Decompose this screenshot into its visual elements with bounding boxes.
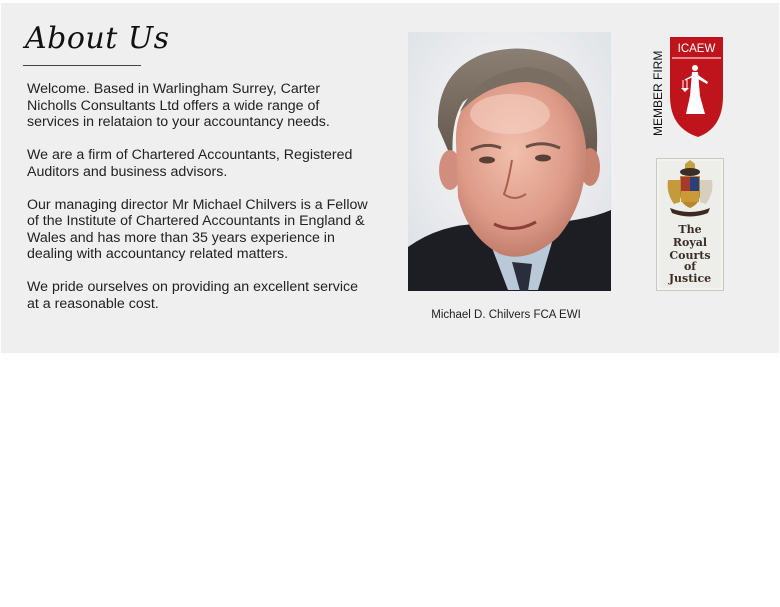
court-line-5: Justice: [668, 272, 712, 285]
paragraph-firm: We are a firm of Chartered Accountants, Registered Auditors and business advisors.: [27, 147, 353, 180]
court-line-2: Royal: [672, 236, 708, 249]
court-line-1: The: [678, 223, 702, 236]
page-title: About Us: [25, 21, 170, 56]
court-line-4: of: [683, 260, 697, 273]
royal-courts-sign: [656, 158, 724, 291]
court-line-3: Courts: [669, 249, 711, 262]
paragraph-welcome: Welcome. Based in Warlingham Surrey, Carter Nicholls Consultants Ltd offers a wide range of services in relataion to your accountancy needs.: [27, 81, 330, 130]
director-photo: [408, 32, 611, 291]
icaew-member-badge: [653, 36, 725, 138]
about-panel: [1, 3, 779, 353]
about-body: [27, 81, 372, 329]
icaew-label: ICAEW: [677, 43, 716, 55]
title-underline: [23, 65, 141, 66]
photo-caption: Michael D. Chilvers FCA EWI: [431, 309, 581, 321]
member-firm-label: MEMBER FIRM: [651, 50, 665, 136]
paragraph-service: We pride ourselves on providing an excellent service at a reasonable cost.: [27, 279, 358, 312]
paragraph-director: Our managing director Mr Michael Chilvers is a Fellow of the Institute of Chartered Accountants in England & Wales and has more than 35 years experience in dealing with accountancy related matters.: [27, 196, 368, 262]
